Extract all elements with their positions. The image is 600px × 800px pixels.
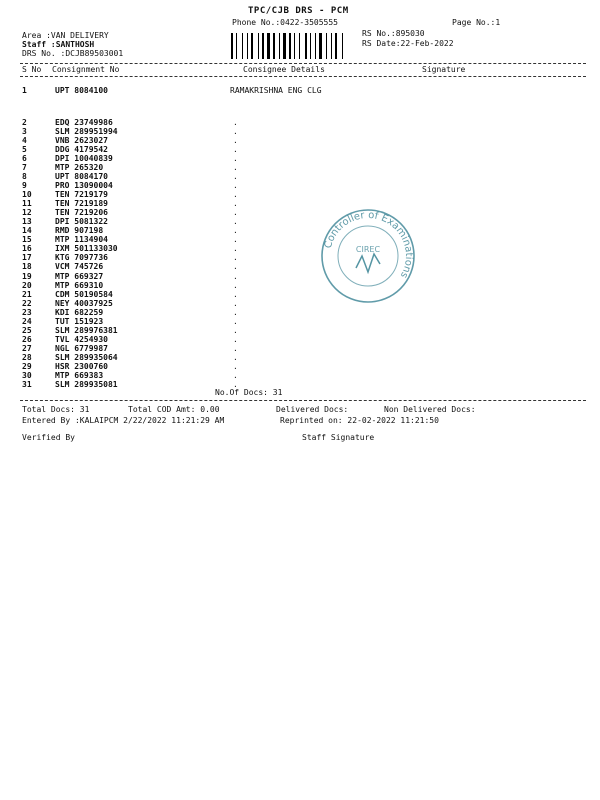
barcode-bar [323, 33, 325, 59]
barcode-bar [271, 33, 272, 59]
barcode-bar [244, 33, 246, 59]
row-sno: 11 [22, 199, 32, 209]
stamp-signature-scribble [356, 254, 380, 272]
row-consignment-no: DPI 5081322 [55, 217, 108, 227]
barcode-bar [317, 33, 318, 59]
barcode-bar [310, 33, 311, 59]
barcode-bar [260, 33, 261, 59]
barcode-bar [328, 33, 330, 59]
barcode-bar [335, 33, 337, 59]
row-sno: 28 [22, 352, 32, 362]
column-header-consignment: Consignment No [52, 65, 120, 74]
row-consignment-no: SLM 289976381 [55, 325, 118, 335]
barcode-bar [283, 33, 286, 59]
table-row [0, 199, 600, 208]
row-consignment-no: KDI 682259 [55, 307, 104, 317]
stamp-text: Controller of Examinations [322, 209, 415, 280]
row-consignment-no: TUT 151923 [55, 316, 104, 326]
row-consignee: . [233, 235, 238, 245]
row-sno: 2 [22, 118, 27, 127]
stamp-center-text: CIREC [355, 245, 381, 254]
table-row [0, 145, 600, 154]
row-consignee: . [233, 136, 238, 146]
row-consignee: . [233, 271, 238, 281]
row-consignment-no: MTP 669383 [55, 370, 104, 380]
table-row [0, 136, 600, 145]
barcode-bar [238, 33, 241, 59]
table-row [0, 253, 600, 262]
column-header-signature: Signature [422, 65, 466, 74]
table-row [0, 190, 600, 199]
row-consignee: . [233, 199, 238, 209]
row-sno: 24 [22, 316, 32, 326]
non-delivered-docs: Non Delivered Docs: [384, 405, 476, 414]
row-sno: 16 [22, 244, 32, 254]
row-sno: 23 [22, 307, 32, 317]
table-row [0, 262, 600, 271]
row-consignment-no: NGL 6779987 [55, 343, 108, 353]
row-sno: 17 [22, 253, 32, 263]
barcode-bar [305, 33, 307, 59]
row-sno: 10 [22, 190, 32, 200]
row-sno: 7 [22, 163, 27, 173]
row-sno: 3 [22, 127, 27, 137]
row-sno: 13 [22, 217, 32, 227]
row-consignment-no: SLM 289935064 [55, 352, 118, 362]
row-consignment-no: TEN 7219179 [55, 190, 108, 200]
row-consignee: . [233, 172, 238, 182]
row-consignee: . [233, 145, 238, 155]
row-consignment-no: UPT 8084170 [55, 172, 108, 182]
row-consignee: . [233, 280, 238, 290]
barcode-bar [249, 33, 250, 59]
row-consignee: . [233, 370, 238, 380]
table-row [0, 371, 600, 380]
table-row [0, 362, 600, 371]
barcode-bar [231, 33, 233, 59]
row-sno: 8 [22, 172, 27, 182]
rs-date: RS Date:22-Feb-2022 [362, 39, 454, 48]
row-consignee: RAMAKRISHNA ENG CLG [230, 86, 322, 95]
row-consignee: . [233, 253, 238, 263]
controller-of-examinations-stamp [318, 206, 418, 306]
divider [20, 76, 586, 77]
table-row [0, 127, 600, 136]
table-row [0, 353, 600, 362]
row-sno: 1 [22, 86, 27, 95]
table-row [0, 335, 600, 344]
table-row [0, 86, 600, 95]
row-sno: 4 [22, 136, 27, 146]
barcode-bar [287, 33, 288, 59]
table-row [0, 154, 600, 163]
barcode-bar [326, 33, 327, 59]
row-consignment-no: RMD 907198 [55, 226, 104, 236]
row-consignment-no: MTP 1134904 [55, 235, 108, 245]
barcode-bar [299, 33, 300, 59]
no-of-docs: No.Of Docs: 31 [215, 388, 283, 397]
barcode-bar [262, 33, 264, 59]
table-row [0, 217, 600, 226]
barcode-bar [281, 33, 282, 59]
entered-by: Entered By :KALAIPCM 2/22/2022 11:21:29 AM [22, 416, 225, 425]
barcode-bar [344, 33, 345, 59]
column-header-consignee: Consignee Details [243, 65, 325, 74]
row-sno: 29 [22, 361, 32, 371]
table-row [0, 290, 600, 299]
row-sno: 6 [22, 154, 27, 164]
row-sno: 30 [22, 370, 32, 380]
barcode-bar [234, 33, 235, 59]
row-consignment-no: SLM 289935081 [55, 379, 118, 389]
barcode-bar [296, 33, 298, 59]
row-consignee: . [233, 262, 238, 272]
table-row [0, 181, 600, 190]
barcode-bar [292, 33, 293, 59]
barcode-bar [308, 33, 309, 59]
delivered-docs: Delivered Docs: [276, 405, 349, 414]
staff-signature: Staff Signature [302, 433, 375, 442]
row-consignee: . [233, 343, 238, 353]
table-row [0, 326, 600, 335]
row-sno: 26 [22, 334, 32, 344]
row-consignment-no: EDQ 23749986 [55, 118, 113, 127]
row-consignment-no: DPI 10040839 [55, 154, 113, 164]
table-row [0, 163, 600, 172]
divider [20, 400, 586, 401]
total-cod-amount: Total COD Amt: 0.00 [128, 405, 220, 414]
staff-label: Staff :SANTHOSH [22, 40, 95, 49]
barcode-bar [258, 33, 259, 59]
column-header-sno: S No [22, 65, 42, 74]
row-consignment-no: VCM 745726 [55, 262, 104, 272]
table-row [0, 380, 600, 389]
row-consignee: . [233, 352, 238, 362]
row-consignee: . [233, 154, 238, 164]
row-consignment-no: TEN 7219189 [55, 199, 108, 209]
row-sno: 18 [22, 262, 32, 272]
row-sno: 14 [22, 226, 32, 236]
barcode-bar [276, 33, 278, 59]
table-row [0, 244, 600, 253]
row-consignee: . [233, 334, 238, 344]
row-consignee: . [233, 181, 238, 191]
barcode-bar [289, 33, 291, 59]
table-row [0, 226, 600, 235]
row-consignment-no: KTG 7097736 [55, 253, 108, 263]
row-consignee: . [233, 307, 238, 317]
row-sno: 15 [22, 235, 32, 245]
row-consignment-no: SLM 289951994 [55, 127, 118, 137]
table-row [0, 299, 600, 308]
row-consignment-no: IXM 501133030 [55, 244, 118, 254]
document-title: TPC/CJB DRS - PCM [248, 6, 349, 16]
page-number: Page No.:1 [452, 18, 501, 27]
table-row [0, 172, 600, 181]
row-sno: 12 [22, 208, 32, 218]
row-consignee: . [233, 289, 238, 299]
rs-number: RS No.:895030 [362, 29, 425, 38]
row-consignment-no: HSR 2300760 [55, 361, 108, 371]
total-docs: Total Docs: 31 [22, 405, 90, 414]
row-consignee: . [233, 190, 238, 200]
table-row [0, 281, 600, 290]
barcode-bar [247, 33, 248, 59]
barcode-bar [251, 33, 253, 59]
table-row [0, 344, 600, 353]
barcode-bar [267, 33, 270, 59]
row-sno: 9 [22, 181, 27, 191]
reprinted-on: Reprinted on: 22-02-2022 11:21:50 [280, 416, 439, 425]
table-row [0, 272, 600, 281]
row-consignment-no: CDM 50190584 [55, 289, 113, 299]
row-consignment-no: VNB 2623027 [55, 136, 108, 146]
row-sno: 5 [22, 145, 27, 155]
row-consignee: . [233, 226, 238, 236]
row-consignee: . [233, 127, 238, 137]
barcode-bar [333, 33, 334, 59]
row-consignment-no: DDG 4179542 [55, 145, 108, 155]
row-sno: 27 [22, 343, 32, 353]
row-consignment-no: PRO 13090004 [55, 181, 113, 191]
row-sno: 22 [22, 298, 32, 308]
barcode-bar [242, 33, 243, 59]
row-consignee: . [233, 316, 238, 326]
barcode-bar [301, 33, 304, 59]
barcode-bar [312, 33, 314, 59]
row-consignment-no: UPT 8084100 [55, 86, 108, 95]
drs-number: DRS No. :DCJB89503001 [22, 49, 124, 58]
row-consignee: . [233, 118, 238, 127]
barcode-bar [265, 33, 266, 59]
barcode-bar [319, 33, 322, 59]
phone-number: Phone No.:0422-3505555 [232, 18, 338, 27]
row-consignee: . [233, 208, 238, 218]
barcode-bar [254, 33, 257, 59]
divider [20, 63, 586, 64]
table-row [0, 317, 600, 326]
barcode-bar [338, 33, 341, 59]
barcode-bar [236, 33, 237, 59]
barcode-bar [315, 33, 316, 59]
row-sno: 20 [22, 280, 32, 290]
row-consignee: . [233, 298, 238, 308]
row-consignee: . [233, 163, 238, 173]
row-sno: 31 [22, 379, 32, 389]
barcode [231, 33, 357, 59]
barcode-bar [294, 33, 295, 59]
table-row [0, 118, 600, 127]
row-consignee: . [233, 379, 238, 389]
barcode-bar [273, 33, 275, 59]
table-row [0, 208, 600, 217]
area-label: Area :VAN DELIVERY [22, 31, 109, 40]
row-consignee: . [233, 361, 238, 371]
row-consignment-no: TVL 4254930 [55, 334, 108, 344]
row-consignment-no: TEN 7219206 [55, 208, 108, 218]
verified-by: Verified By [22, 433, 75, 442]
barcode-bar [342, 33, 343, 59]
row-consignee: . [233, 244, 238, 254]
row-consignee: . [233, 325, 238, 335]
barcode-bar [331, 33, 332, 59]
row-consignment-no: NEY 40037925 [55, 298, 113, 308]
row-sno: 25 [22, 325, 32, 335]
row-consignee: . [233, 217, 238, 227]
row-consignment-no: MTP 669310 [55, 280, 104, 290]
row-consignment-no: MTP 265320 [55, 163, 104, 173]
table-row [0, 235, 600, 244]
row-consignment-no: MTP 669327 [55, 271, 104, 281]
row-sno: 21 [22, 289, 32, 299]
row-sno: 19 [22, 271, 32, 281]
table-row [0, 308, 600, 317]
barcode-bar [279, 33, 280, 59]
